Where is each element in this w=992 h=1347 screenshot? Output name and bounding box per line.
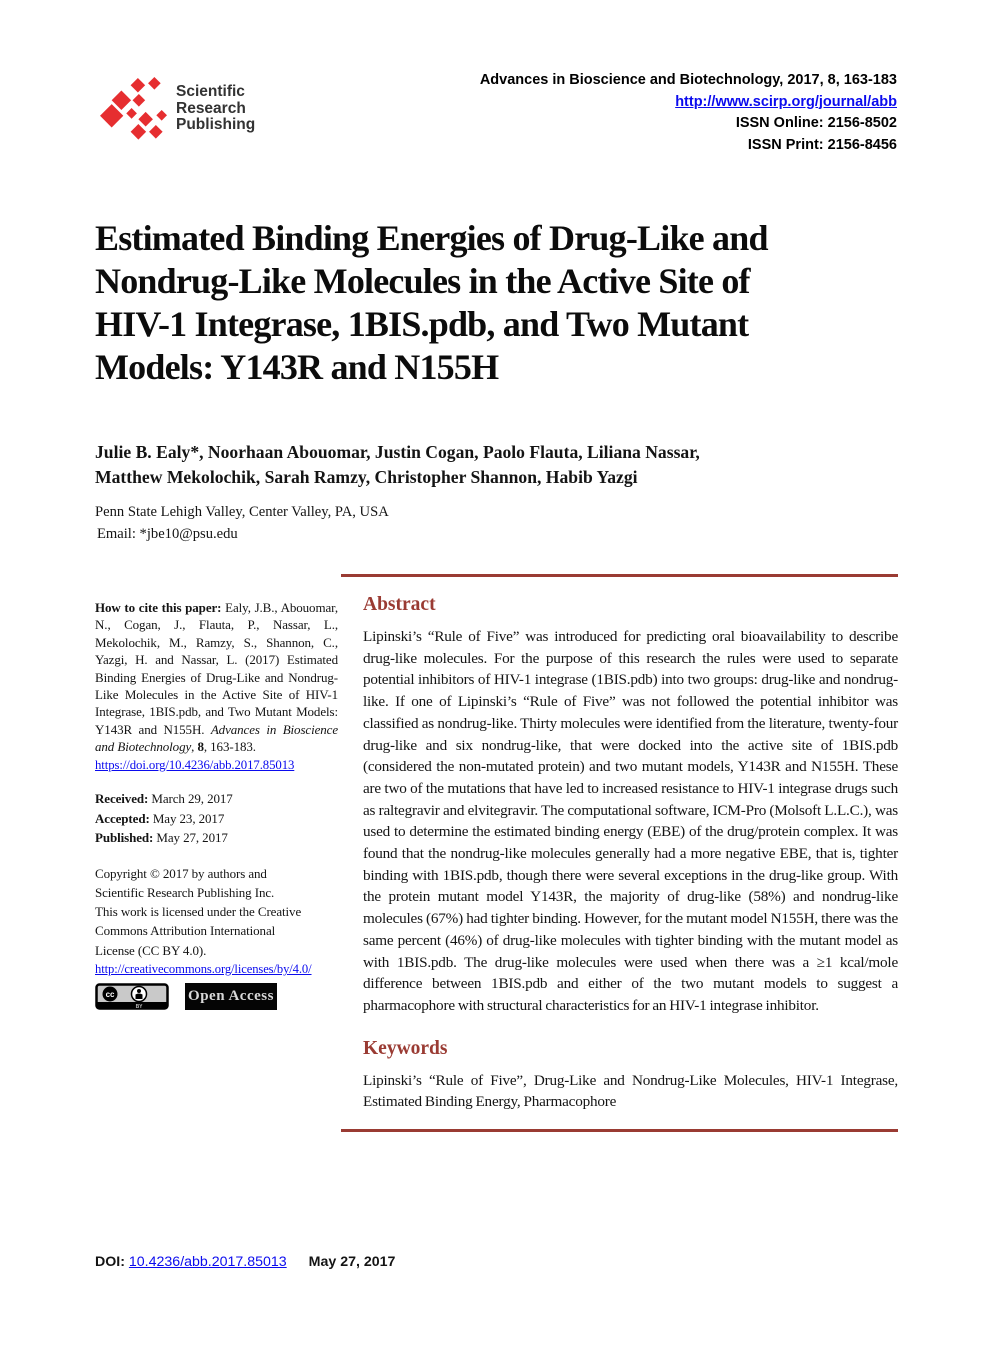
- author-list: [95, 440, 855, 489]
- article-title: [95, 217, 895, 389]
- how-to-cite: How to cite this paper: Ealy, J.B., Abouomar, N., Cogan, J., Flauta, P., Nassar, L., Mekolochik, M., Ramzy, S., Shannon, C., Yazgi, H. and Nassar, L. (2017) Estimated Binding Energies of Drug-Like and Nondrug-Like Molecules in the Active Site of HIV-1 Integrase, 1BIS.pdb, and Two Mutant Models: Y143R and N155H. Advances in Bioscience and Biotechnology, 8, 163-183.: [95, 600, 338, 755]
- authors-line: Matthew Mekolochik, Sarah Ramzy, Christopher Shannon, Habib Yazgi: [95, 466, 638, 487]
- journal-citation-line: Advances in Bioscience and Biotechnology, 2017, 8, 163-183: [479, 72, 897, 88]
- published-date: Published: May 27, 2017: [95, 830, 228, 846]
- brand-line: Publishing: [176, 116, 256, 133]
- title-line: Nondrug-Like Molecules in the Active Site of: [95, 261, 750, 301]
- journal-header: [480, 70, 897, 156]
- citation-journal-name: Advances in Bioscience and Biotechnology: [95, 721, 338, 755]
- affiliation: Penn State Lehigh Valley, Center Valley, PA, USA: [95, 504, 389, 520]
- article-dates: [95, 789, 338, 848]
- publisher-logo: [98, 76, 255, 142]
- publication-date: May 27, 2017: [308, 1254, 396, 1270]
- publisher-name: [176, 84, 255, 134]
- sidebar-metadata: [95, 599, 338, 1010]
- open-access-badge: Open Access: [185, 983, 277, 1010]
- citation-text: Ealy, J.B., Abouomar, N., Cogan, J., Flauta, P., Nassar, L., Mekolochik, M., Ramzy, S., Shannon, C., Yazgi, H. and Nassar, L. (2017) Estimated Binding Energies of Drug-Like and Nondrug-Like Molecules in the Active Site of HIV-1 Integrase, 1BIS.pdb, and Two Mutant Models: Y143R and N155H.: [95, 600, 338, 737]
- divider-bottom: [341, 1129, 898, 1132]
- keywords-text: Lipinski’s “Rule of Five”, Drug-Like and Nondrug-Like Molecules, HIV-1 Integrase, Estimated Binding Energy, Pharmacophore: [363, 1071, 898, 1111]
- brand-line: Scientific: [176, 83, 245, 100]
- corresponding-email: Email: *jbe10@psu.edu: [97, 526, 238, 542]
- issn-print: ISSN Print: 2156-8456: [747, 136, 897, 153]
- title-line: Models: Y143R and N155H: [95, 347, 499, 387]
- divider-top: [341, 574, 898, 577]
- keywords-heading: Keywords: [363, 1037, 448, 1059]
- page-footer: [95, 1254, 395, 1270]
- authors-line: Julie B. Ealy*, Noorhaan Abouomar, Justin Cogan, Paolo Flauta, Liliana Nassar,: [95, 442, 700, 462]
- cc-license-link[interactable]: http://creativecommons.org/licenses/by/4.0/: [95, 962, 312, 977]
- svg-text:cc: cc: [105, 990, 115, 1000]
- footer-doi-link[interactable]: 10.4236/abb.2017.85013: [128, 1254, 287, 1270]
- doi-label: DOI:: [95, 1254, 125, 1270]
- main-column: [341, 574, 898, 1132]
- issn-online: ISSN Online: 2156-8502: [735, 115, 897, 131]
- title-line: HIV-1 Integrase, 1BIS.pdb, and Two Mutant: [95, 304, 749, 344]
- sidebar-doi-link[interactable]: https://doi.org/10.4236/abb.2017.85013: [95, 757, 295, 772]
- journal-url-link[interactable]: http://www.scirp.org/journal/abb: [675, 93, 897, 110]
- accepted-date: Accepted: May 23, 2017: [95, 810, 225, 826]
- abstract-heading: Abstract: [363, 594, 436, 615]
- title-line: Estimated Binding Energies of Drug-Like and: [95, 218, 768, 258]
- svg-text:BY: BY: [135, 1004, 143, 1011]
- brand-line: Research: [176, 99, 246, 117]
- received-date: Received: March 29, 2017: [95, 791, 233, 807]
- citation-volume: 8: [197, 739, 204, 755]
- copyright-notice: Copyright © 2017 by authors and Scientific Research Publishing Inc. This work is licensed under the Creative Commons Attribution International License (CC BY 4.0).: [95, 865, 302, 958]
- license-badges: [95, 983, 338, 1010]
- abstract-text: Lipinski’s “Rule of Five” was introduced for predicting oral bioavailability to describe drug-like molecules. For the purpose of this research the rules were used to separate potential inhibitors of HIV-1 integrase (1BIS.pdb) into two groups: drug-like and nondrug-like. If one of Lipinski’s “Rule of Five” was not followed the potential inhibitor was classified as nondrug-like. Thirty molecules were identified from the literature, twenty-four drug-like and six nondrug-like, that were docked into the active site of 1BIS.pdb (considered the non-mutated protein) and two mutant models, Y143R and N155H. These are two of the mutations that have led to increased resistance to HIV-1 integrase drugs such as raltegravir and elvitegravir. The computational software, ICM-Pro (Molsoft L.L.C.), was used to determine the estimated binding energy (EBE) of the drug/protein complex. It was found that the nondrug-like molecules generally had a more negative EBE, that is, tighter binding with 1BIS.pdb, though there were several exceptions in the drug-like group. With the protein mutant model Y143R, the majority of drug-like (58%) and nondrug-like molecules (67%) had tighter binding. However, for the mutant model N155H, there was the same percent (46%) of drug-like molecules with tighter binding with the mutant model as with 1BIS.pdb. The drug-like molecules were used when there was a ≥1 kcal/mole difference between 1BIS.pdb and either of the two mutant models to suggest a pharmacophore with structural characteristics for an HIV-1 integrase inhibitor.: [363, 628, 898, 1014]
- citation-pages: , 163-183.: [203, 739, 256, 755]
- how-to-cite-label: How to cite this paper:: [95, 600, 222, 615]
- cc-by-badge-icon: [95, 983, 169, 1010]
- srp-diamonds-icon: [98, 76, 170, 142]
